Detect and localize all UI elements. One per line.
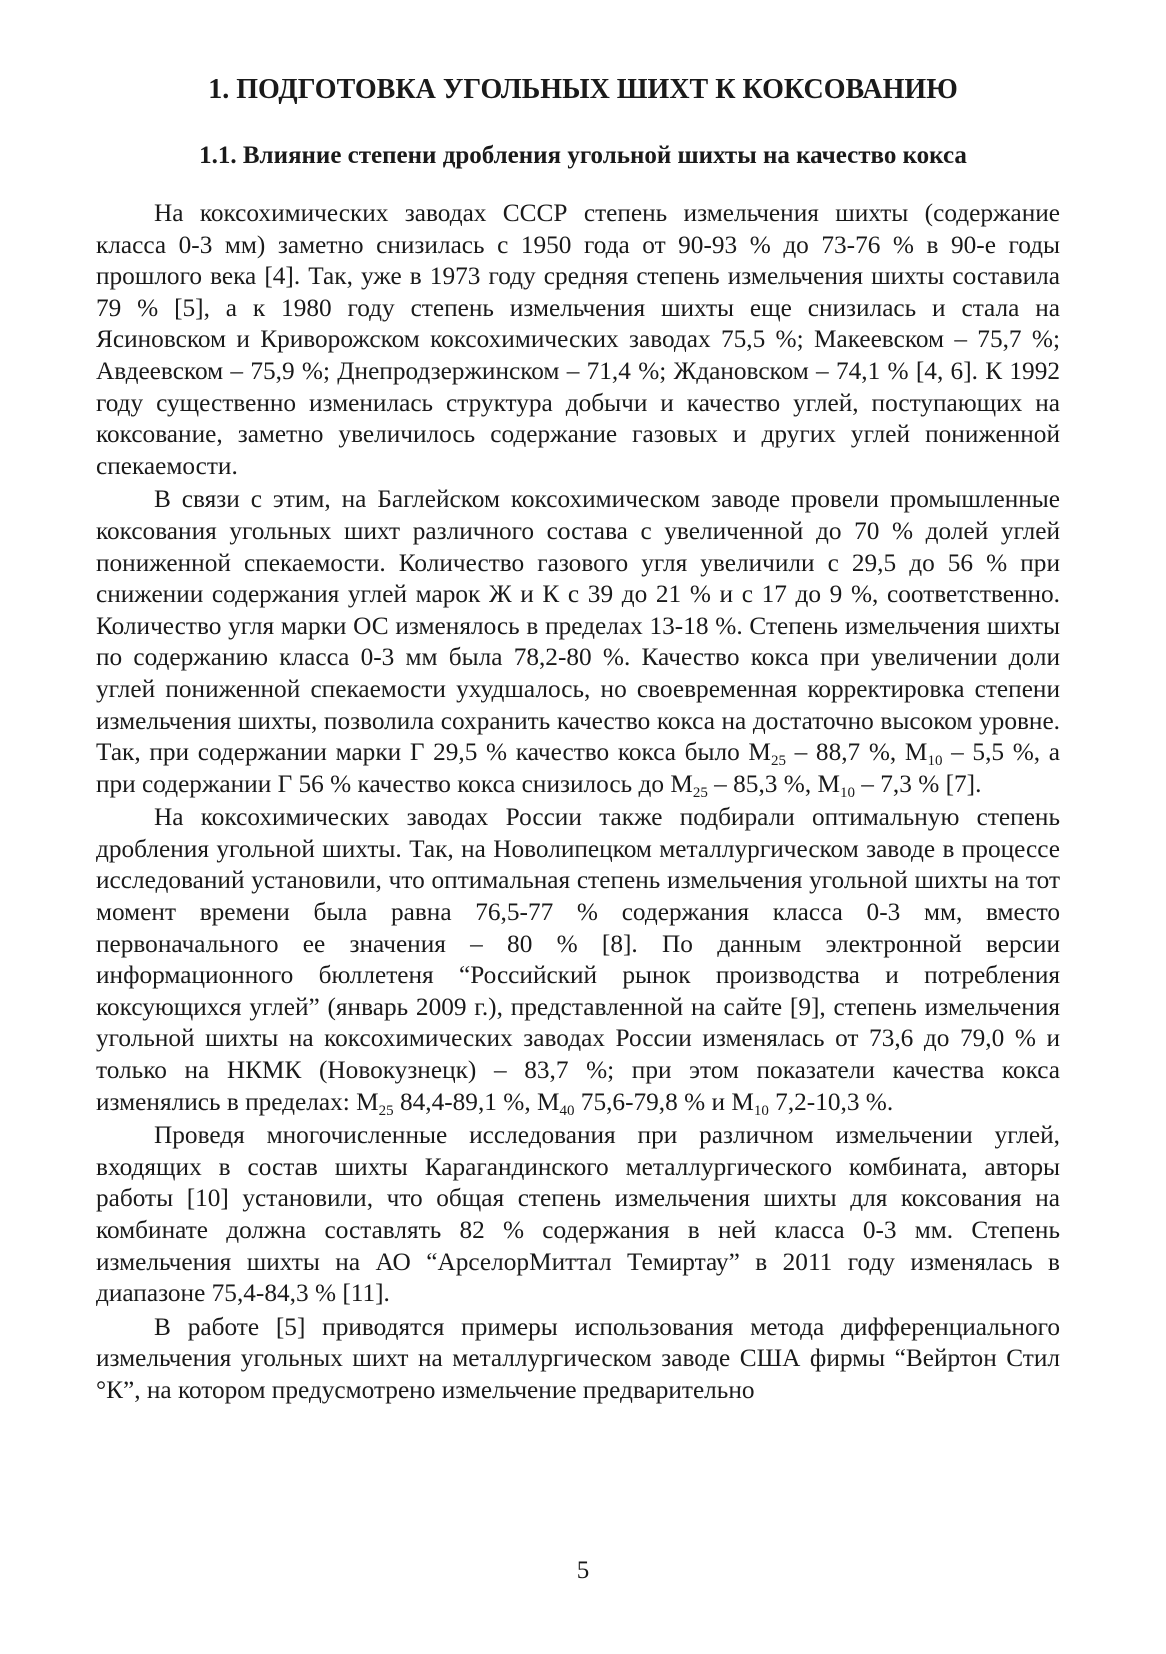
text-run: – 5,5 %, а при содержании Г 56 % качество кокса снизилось до М	[96, 738, 1061, 798]
paragraph	[96, 1312, 1060, 1407]
subscript: 10	[927, 753, 943, 770]
text-run: В связи с этим, на Баглейском коксохимическом заводе провели промышленные коксования угольных шихт различного состава с увеличенной до 70 % долей углей пониженной спекаемости. Количество газового угля увеличили с 29,5 до 56 % при снижении содержания углей марок Ж и К с 39 до 21 % и с 17 до 9 %, соответственно. Количество угля марки ОС изменялось в пределах 13-18 %. Степень измельчения шихты по содержанию класса 0-3 мм была 78,2-80 %. Качество кокса при увеличении доли углей пониженной спекаемости ухудшалось, но своевременная корректировка степени измельчения шихты, позволила сохранить качество кокса на достаточно высоком уровне. Так, при содержании марки Г 29,5 % качество кокса было М	[96, 485, 1060, 767]
body-text	[96, 198, 1060, 1407]
text-run: 7,2-10,3 %.	[768, 1087, 894, 1116]
text-run: – 7,3 % [7].	[854, 769, 982, 798]
paragraph	[96, 802, 1060, 1118]
subscript: 10	[753, 1102, 769, 1119]
subscript: 25	[378, 1102, 394, 1119]
chapter-title: 1. ПОДГОТОВКА УГОЛЬНЫХ ШИХТ К КОКСОВАНИЮ	[208, 74, 958, 105]
paragraph	[96, 1120, 1060, 1310]
subscript: 40	[559, 1102, 575, 1119]
text-run: – 88,7 %, М	[785, 738, 928, 767]
text-run: В работе [5] приводятся примеры использования метода дифференциального измельчения угольных шихт на металлургическом заводе США фирмы “Вейртон Стил °К”, на котором предусмотрено измельчение предварительно	[96, 1312, 1060, 1404]
text-run: На коксохимических заводах России также подбирали оптимальную степень дробления угольной шихты. Так, на Новолипецком металлургическом заводе в процессе исследований установили, что оптимальная степень измельчения угольной шихты на тот момент времени была равна 76,5-77 % содержания класса 0-3 мм, вместо первоначального ее значения – 80 % [8]. По данным электронной версии информационного бюллетеня “Российский рынок производства и потребления коксующихся углей” (январь 2009 г.), представленной на сайте [9], степень измельчения угольной шихты на коксохимических заводах России изменялась от 73,6 до 79,0 % и только на НКМК (Новокузнецк) – 83,7 %; при этом показатели качества кокса изменялись в пределах: М	[96, 803, 1060, 1116]
page-number: 5	[576, 1557, 590, 1584]
subscript: 10	[839, 784, 855, 801]
text-run: 84,4-89,1 %, М	[393, 1087, 560, 1116]
paragraph	[96, 484, 1060, 800]
text-run: – 85,3 %, М	[707, 769, 840, 798]
subscript: 25	[692, 784, 708, 801]
text-run: На коксохимических заводах СССР степень измельчения шихты (содержание класса 0-3 мм) заметно снизилась с 1950 года от 90-93 % до 73-76 % в 90-е годы прошлого века [4]. Так, уже в 1973 году средняя степень измельчения шихты составила 79 % [5], а к 1980 году степень измельчения шихты еще снизилась и стала на Ясиновском и Криворожском коксохимических заводах 75,5 %; Макеевском – 75,7 %; Авдеевском – 75,9 %; Днепродзержинском – 71,4 %; Ждановском – 74,1 % [4, 6]. К 1992 году существенно изменилась структура добычи и качество углей, поступающих на коксование, заметно увеличилось содержание газовых и других углей пониженной спекаемости.	[96, 199, 1060, 480]
subscript: 25	[770, 753, 786, 770]
section-title: 1.1. Влияние степени дробления угольной шихты на качество кокса	[199, 142, 967, 169]
paragraph	[96, 198, 1060, 482]
text-run: 75,6-79,8 % и М	[574, 1087, 754, 1116]
text-run: Проведя многочисленные исследования при различном измельчении углей, входящих в состав шихты Карагандинского металлургического комбината, авторы работы [10] установили, что общая степень измельчения шихты для коксования на комбинате должна составлять 82 % содержания в ней класса 0-3 мм. Степень измельчения шихты на АО “АрселорМиттал Темиртау” в 2011 году изменялась в диапазоне 75,4-84,3 % [11].	[96, 1121, 1060, 1308]
